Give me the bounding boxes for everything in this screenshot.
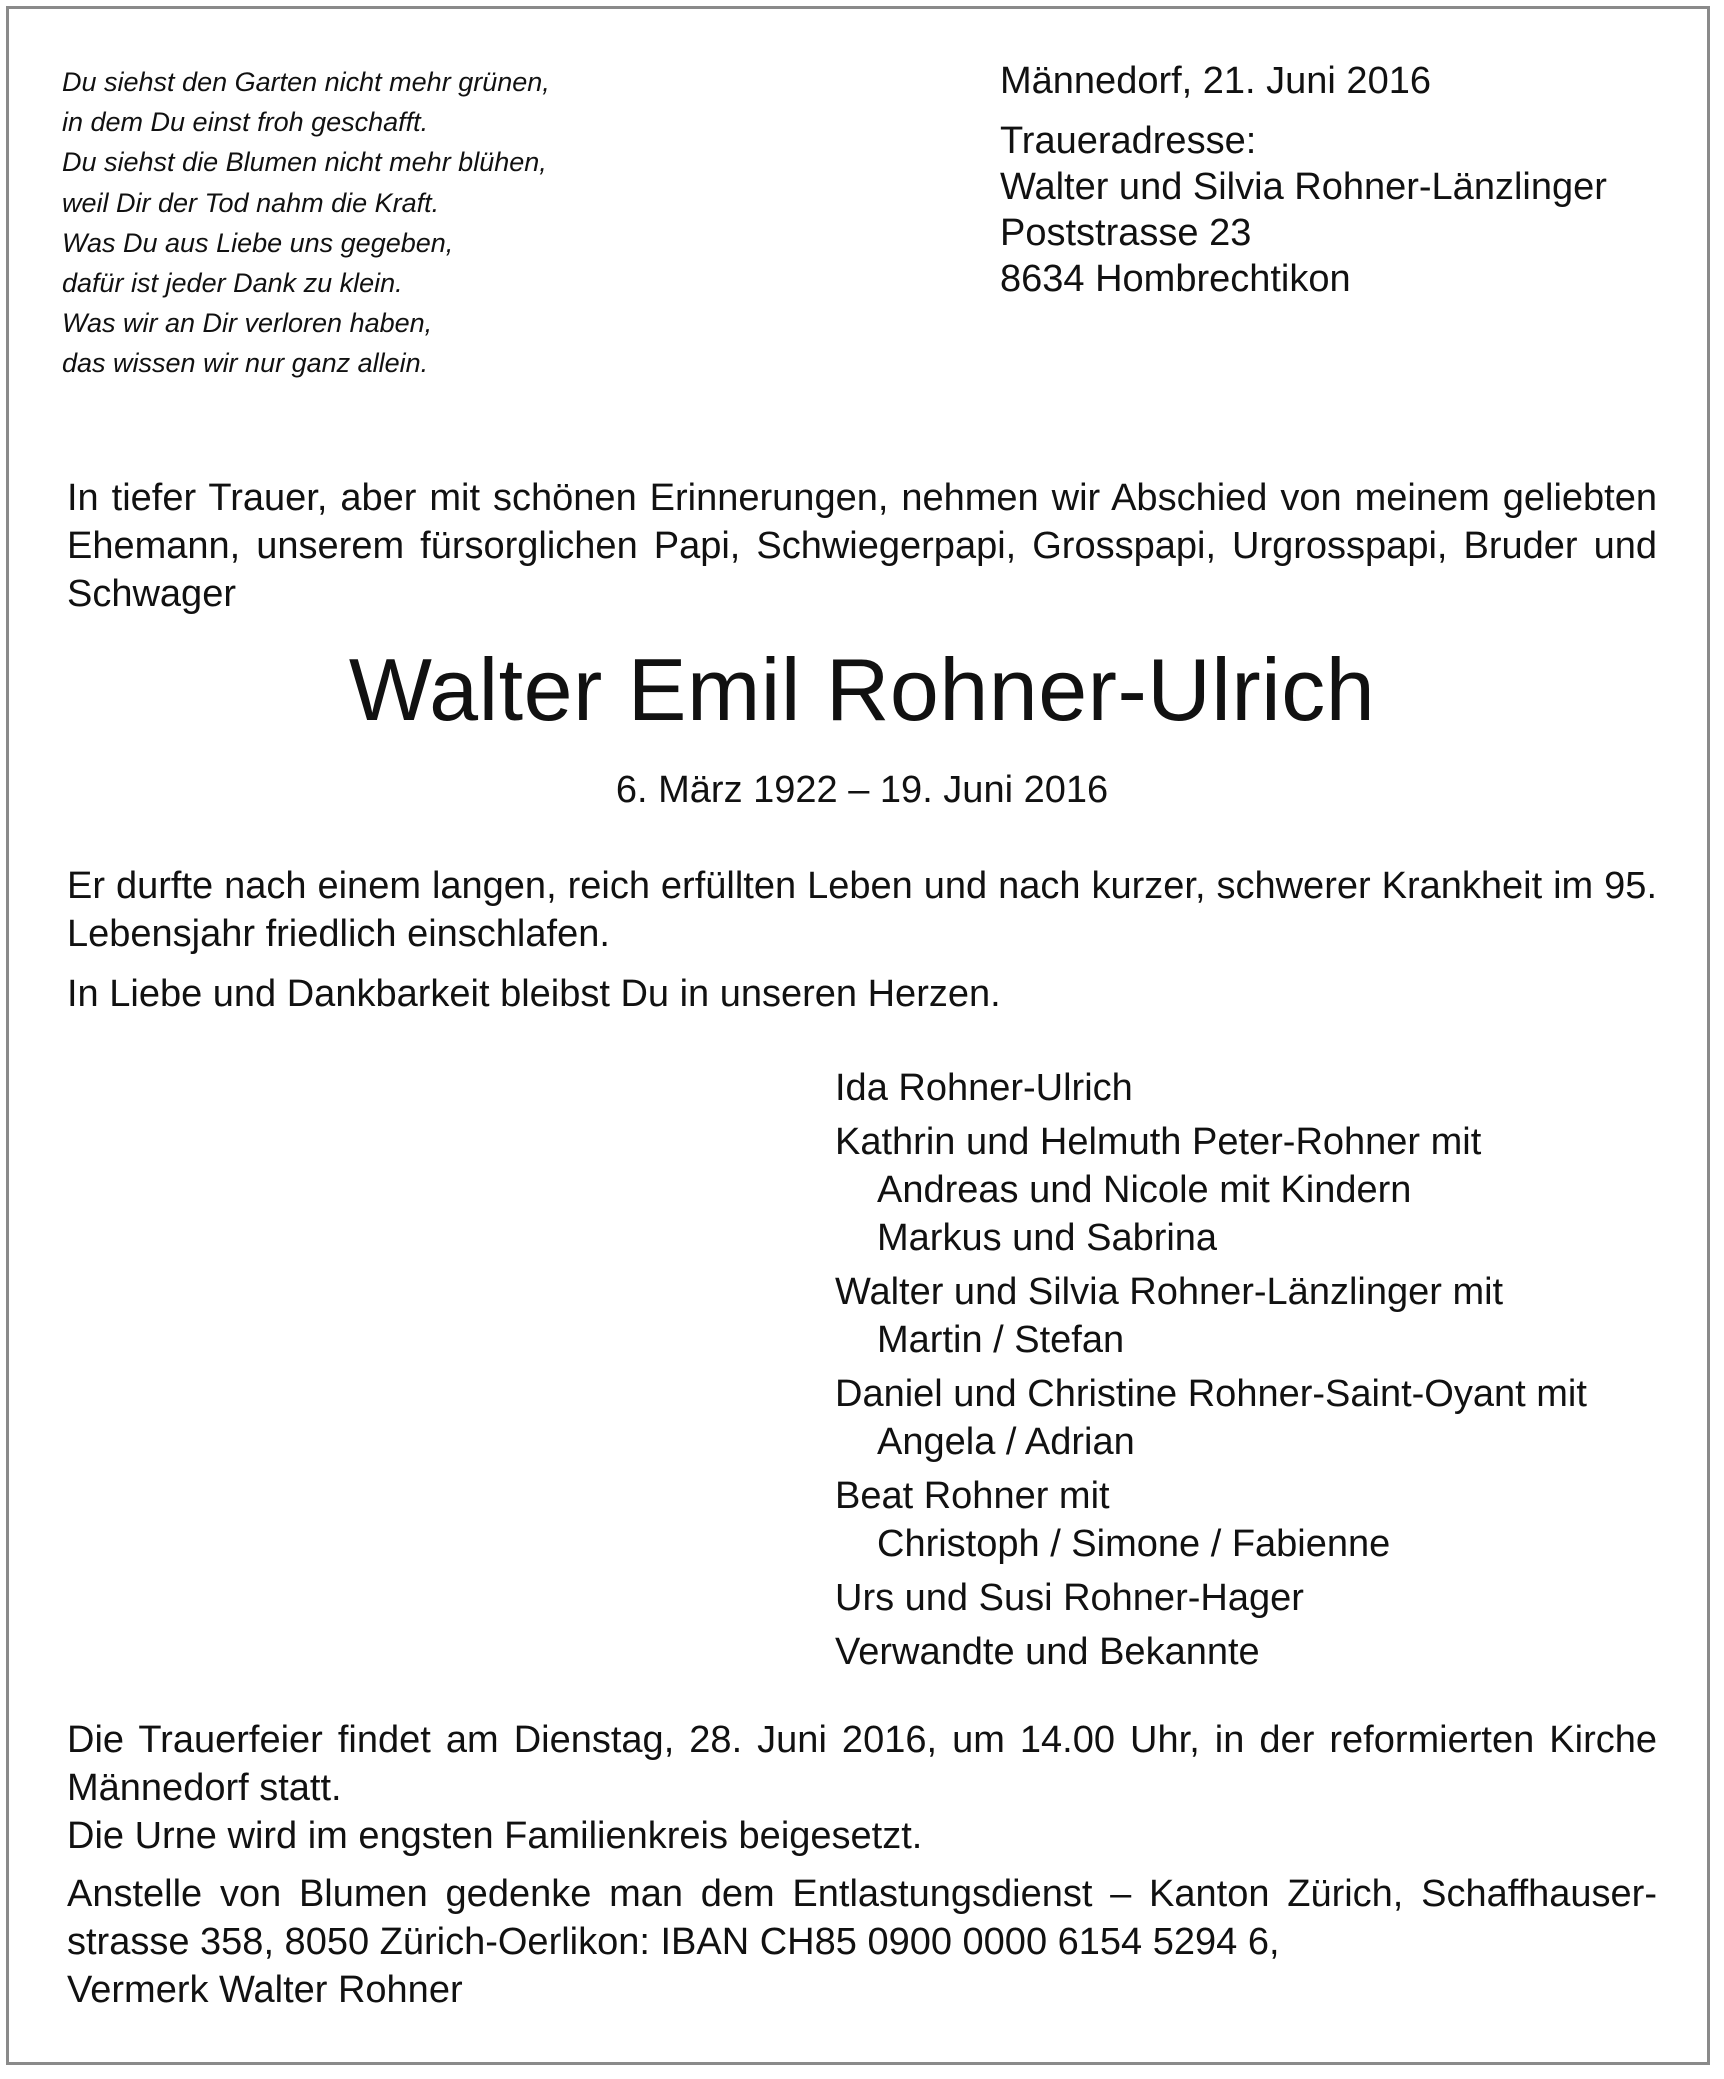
address-label: Traueradresse:: [1000, 120, 1257, 162]
mourning-address: [1000, 58, 1700, 302]
intro-text: In tiefer Trauer, aber mit schönen Erinnerungen, nehmen wir Abschied von meinem geliebten Ehemann, unserem fürsorglichen Papi, Schwiegerpapi, Grosspapi, Urgrosspapi, Bruder und Schwager: [67, 477, 1657, 615]
family-sub-member: Martin / Stefan: [877, 1319, 1125, 1361]
poem-line: Du siehst die Blumen nicht mehr blühen,: [62, 147, 547, 178]
life-dates: 6. März 1922 – 19. Juni 2016: [615, 769, 1109, 811]
family-member: Verwandte und Bekannte: [835, 1631, 1260, 1673]
family-sub-member: Angela / Adrian: [877, 1421, 1135, 1463]
passing-text: Er durfte nach einem langen, reich erfüllten Leben und nach kurzer, schwerer Krankheit im 95. Lebensjahr friedlich einschlafen.: [67, 865, 1657, 955]
family-group: [835, 1472, 1695, 1568]
family-group: [835, 1118, 1695, 1262]
address-city: 8634 Hombrechtikon: [1000, 258, 1351, 300]
place-date: Männedorf, 21. Juni 2016: [1000, 60, 1431, 102]
family-group: [835, 1268, 1695, 1364]
poem: [62, 62, 842, 384]
donation-text: [67, 1870, 1657, 2014]
remembrance-text: In Liebe und Dankbarkeit bleibst Du in unseren Herzen.: [67, 973, 1001, 1015]
family-member: Walter und Silvia Rohner-Länzlinger mit: [835, 1271, 1504, 1313]
family-sub-member: Markus und Sabrina: [877, 1217, 1218, 1259]
poem-line: Was wir an Dir verloren haben,: [62, 308, 433, 339]
family-group: [835, 1574, 1695, 1622]
urn-text: Die Urne wird im engsten Familienkreis beigesetzt.: [67, 1815, 923, 1857]
poem-line: in dem Du einst froh geschafft.: [62, 107, 429, 138]
poem-line: Was Du aus Liebe uns gegeben,: [62, 227, 454, 258]
family-member: Kathrin und Helmuth Peter-Rohner mit: [835, 1121, 1482, 1163]
family-member: Daniel und Christine Rohner-Saint-Oyant mit: [835, 1373, 1587, 1415]
donation-line: Vermerk Walter Rohner: [67, 1969, 463, 2011]
poem-line: dafür ist jeder Dank zu klein.: [62, 268, 403, 299]
poem-line: Du siehst den Garten nicht mehr grünen,: [62, 67, 550, 97]
family-group: [835, 1628, 1695, 1676]
donation-line: Anstelle von Blumen gedenke man dem Entlastungsdienst – Kanton Zürich, Schaffhauser-: [67, 1873, 1657, 1915]
address-street: Poststrasse 23: [1000, 212, 1252, 254]
family-member: Urs und Susi Rohner-Hager: [835, 1577, 1304, 1619]
family-member: Ida Rohner-Ulrich: [835, 1067, 1133, 1109]
funeral-service-text: Die Trauerfeier findet am Dienstag, 28. Juni 2016, um 14.00 Uhr, in der reformierten Kirche Männedorf statt.: [67, 1719, 1657, 1809]
family-group: [835, 1370, 1695, 1466]
family-sub-member: Andreas und Nicole mit Kindern: [877, 1169, 1412, 1211]
family-member: Beat Rohner mit: [835, 1475, 1110, 1517]
family-sub-member: Christoph / Simone / Fabienne: [877, 1523, 1391, 1565]
donation-line: strasse 358, 8050 Zürich-Oerlikon: IBAN CH85 0900 0000 6154 5294 6,: [67, 1921, 1280, 1963]
poem-line: weil Dir der Tod nahm die Kraft.: [62, 187, 440, 218]
family-group: [835, 1064, 1695, 1112]
address-name: Walter und Silvia Rohner-Länzlinger: [1000, 166, 1607, 208]
family-list: [835, 1064, 1695, 1682]
deceased-name: Walter Emil Rohner-Ulrich: [348, 640, 1376, 739]
poem-line: das wissen wir nur ganz allein.: [62, 348, 429, 379]
